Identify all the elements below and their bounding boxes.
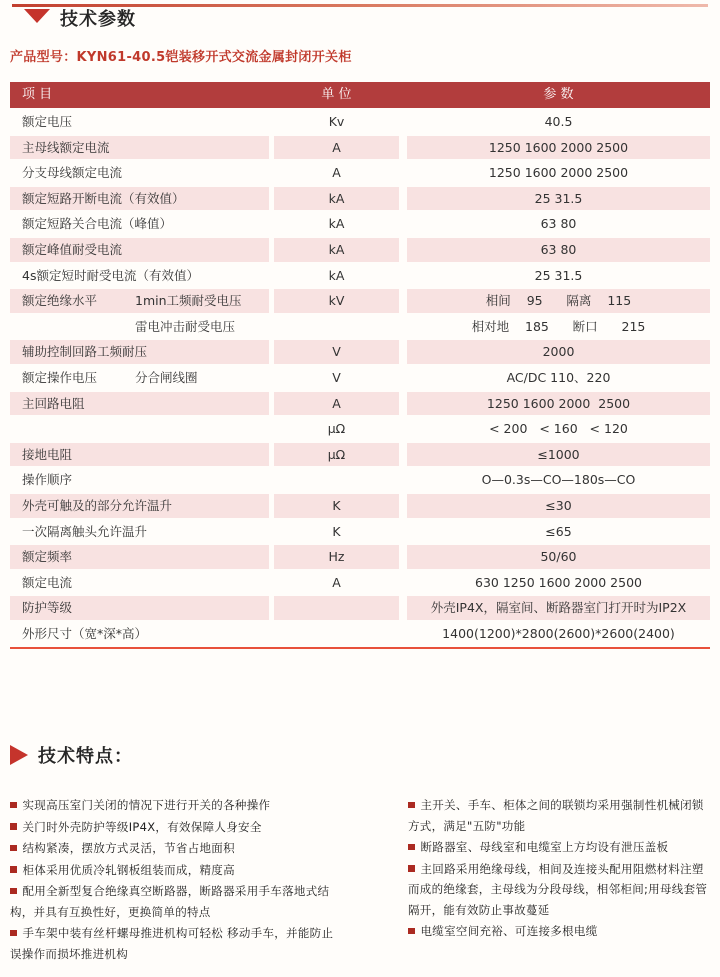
unit-cell: V bbox=[332, 369, 341, 385]
table-row bbox=[10, 622, 710, 646]
value-cell: 相对地 185 断口 215 bbox=[471, 318, 646, 334]
feature-text: 实现高压室门关闭的情况下进行开关的各种操作 bbox=[22, 798, 271, 812]
table-header-unit: 单 位 bbox=[321, 87, 352, 102]
value-cell: 40.5 bbox=[544, 114, 573, 129]
table-row bbox=[10, 468, 710, 492]
unit-cell: μΩ bbox=[274, 443, 399, 467]
value-cell: 50/60 bbox=[407, 545, 710, 569]
value-cell: 63 80 bbox=[407, 238, 710, 262]
value-cell: < 200 < 160 < 120 bbox=[489, 421, 628, 437]
unit-cell: kA bbox=[274, 187, 399, 211]
item-cell bbox=[10, 315, 269, 339]
table-row bbox=[10, 161, 710, 185]
feature-item bbox=[10, 838, 340, 859]
item-cell: 接地电阻 bbox=[10, 443, 269, 467]
table-row bbox=[10, 238, 710, 262]
item-cell bbox=[10, 366, 269, 390]
table-row bbox=[10, 417, 710, 441]
unit-cell: μΩ bbox=[327, 421, 346, 437]
feature-item bbox=[408, 859, 714, 921]
triangle-down-icon bbox=[24, 9, 50, 23]
table-row bbox=[10, 596, 710, 620]
unit-cell: Kv bbox=[328, 114, 345, 129]
bullet-square-icon bbox=[408, 928, 415, 935]
bullet-square-icon bbox=[10, 823, 17, 830]
value-cell: 1250 1600 2000 2500 bbox=[407, 392, 710, 416]
triangle-right-icon bbox=[10, 745, 28, 765]
bullet-square-icon bbox=[408, 844, 415, 851]
item-cell: 额定电压 bbox=[22, 114, 73, 129]
unit-cell: kV bbox=[274, 289, 399, 313]
item-cell: 防护等级 bbox=[10, 596, 269, 620]
table-row bbox=[10, 340, 710, 364]
bullet-square-icon bbox=[10, 866, 17, 873]
item-cell: 主回路电阻 bbox=[10, 392, 269, 416]
item-cell: 外形尺寸（宽*深*高） bbox=[22, 625, 148, 641]
features-column-right bbox=[408, 795, 714, 943]
unit-cell: kA bbox=[328, 216, 345, 232]
value-cell: 25 31.5 bbox=[407, 187, 710, 211]
feature-text: 主开关、手车、柜体之间的联锁均采用强制性机械闭锁方式，满足"五防"功能 bbox=[408, 798, 704, 833]
value-cell: 1250 1600 2000 2500 bbox=[488, 165, 629, 181]
unit-cell: A bbox=[274, 392, 399, 416]
unit-cell: A bbox=[332, 574, 341, 590]
item-sub-label: 1min工频耐受电压 bbox=[135, 293, 242, 309]
feature-text: 手车架中装有丝杆螺母推进机构可轻松 移动手车，并能防止误操作而损坏推进机构 bbox=[10, 926, 334, 961]
value-cell: 相间 95 隔离 115 bbox=[407, 289, 710, 313]
feature-item bbox=[10, 860, 340, 881]
item-label: 额定绝缘水平 bbox=[22, 293, 98, 309]
item-cell: 分支母线额定电流 bbox=[22, 165, 123, 181]
value-cell: ≤65 bbox=[545, 523, 572, 539]
unit-cell: K bbox=[274, 494, 399, 518]
value-cell: ≤30 bbox=[407, 494, 710, 518]
unit-cell: A bbox=[332, 165, 341, 181]
table-body bbox=[10, 110, 710, 645]
bullet-square-icon bbox=[10, 802, 17, 809]
feature-item bbox=[10, 817, 340, 838]
value-cell: 630 1250 1600 2000 2500 bbox=[475, 574, 642, 590]
product-model-text: 产品型号：KYN61-40.5铠装移开式交流金属封闭开关柜 bbox=[10, 50, 352, 65]
table-row bbox=[10, 315, 710, 339]
item-cell: 外壳可触及的部分允许温升 bbox=[10, 494, 269, 518]
value-cell: 外壳IP4X，隔室间、断路器室门打开时为IP2X bbox=[407, 596, 710, 620]
bullet-square-icon bbox=[10, 888, 17, 895]
item-label: 额定操作电压 bbox=[22, 369, 98, 385]
item-cell: 主母线额定电流 bbox=[10, 136, 269, 160]
value-cell: 2000 bbox=[407, 340, 710, 364]
unit-cell: A bbox=[274, 136, 399, 160]
bullet-square-icon bbox=[408, 865, 415, 872]
item-cell: 额定峰值耐受电流 bbox=[10, 238, 269, 262]
item-cell: 操作顺序 bbox=[22, 472, 73, 488]
table-row bbox=[10, 366, 710, 390]
unit-cell bbox=[274, 468, 399, 492]
value-cell: AC/DC 110、220 bbox=[506, 369, 611, 385]
table-row bbox=[10, 392, 710, 416]
item-sub-label: 分合闸线圈 bbox=[135, 369, 198, 385]
item-cell: 一次隔离触头允许温升 bbox=[22, 523, 148, 539]
unit-cell: kA bbox=[328, 267, 345, 283]
unit-cell: kA bbox=[274, 238, 399, 262]
table-row bbox=[10, 443, 710, 467]
item-cell: 辅助控制回路工频耐压 bbox=[10, 340, 269, 364]
table-header-item: 项 目 bbox=[22, 87, 53, 102]
item-cell bbox=[10, 289, 269, 313]
bullet-square-icon bbox=[10, 930, 17, 937]
table-row bbox=[10, 494, 710, 518]
value-cell: 1400(1200)*2800(2600)*2600(2400) bbox=[442, 625, 675, 641]
item-cell: 额定短路关合电流（峰值） bbox=[22, 216, 173, 232]
unit-cell bbox=[274, 622, 399, 646]
feature-text: 结构紧凑，摆放方式灵活，节省占地面积 bbox=[22, 841, 235, 855]
feature-item bbox=[10, 795, 340, 816]
feature-text: 关门时外壳防护等级IP4X，有效保障人身安全 bbox=[22, 819, 262, 834]
feature-item bbox=[408, 795, 714, 836]
bullet-square-icon bbox=[10, 845, 17, 852]
feature-text: 配用全新型复合绝缘真空断路器，断路器采用手车落地式结构，并具有互换性好，更换简单的特点 bbox=[10, 884, 330, 919]
section-title-params: 技术参数 bbox=[60, 9, 136, 30]
value-cell: 25 31.5 bbox=[534, 267, 583, 283]
table-bottom-divider bbox=[10, 647, 710, 649]
section-title-features: 技术特点： bbox=[38, 746, 133, 767]
table-header-params: 参 数 bbox=[543, 87, 574, 102]
feature-text: 电缆室空间充裕、可连接多根电缆 bbox=[420, 924, 598, 938]
table-row bbox=[10, 187, 710, 211]
bullet-square-icon bbox=[408, 802, 415, 809]
item-cell: 额定频率 bbox=[10, 545, 269, 569]
unit-cell: Hz bbox=[274, 545, 399, 569]
table-row bbox=[10, 212, 710, 236]
table-header-row bbox=[10, 82, 710, 108]
table-row bbox=[10, 520, 710, 544]
item-cell: 额定短路开断电流（有效值） bbox=[10, 187, 269, 211]
table-row bbox=[10, 571, 710, 595]
feature-item bbox=[408, 921, 714, 942]
item-cell: 4s额定短时耐受电流（有效值） bbox=[22, 267, 199, 283]
feature-item bbox=[10, 923, 340, 964]
item-sub-label: 雷电冲击耐受电压 bbox=[135, 318, 236, 334]
table-row bbox=[10, 545, 710, 569]
table-row bbox=[10, 264, 710, 288]
value-cell: 63 80 bbox=[540, 216, 577, 232]
item-cell: 额定电流 bbox=[22, 574, 73, 590]
feature-text: 柜体采用优质冷轧钢板组装而成，精度高 bbox=[22, 862, 235, 877]
unit-cell: K bbox=[332, 523, 341, 539]
value-cell: ≤1000 bbox=[407, 443, 710, 467]
spec-table bbox=[10, 82, 710, 647]
table-row bbox=[10, 136, 710, 160]
unit-cell bbox=[274, 315, 399, 339]
unit-cell bbox=[274, 596, 399, 620]
item-cell bbox=[10, 417, 269, 441]
value-cell: O—0.3s—CO—180s—CO bbox=[481, 472, 636, 488]
feature-text: 断路器室、母线室和电缆室上方均设有泄压盖板 bbox=[420, 840, 669, 854]
feature-item bbox=[10, 881, 340, 922]
features-column-left bbox=[10, 795, 340, 965]
unit-cell: V bbox=[274, 340, 399, 364]
table-row bbox=[10, 289, 710, 313]
table-row bbox=[10, 110, 710, 134]
feature-text: 主回路采用绝缘母线，相间及连接头配用阻燃材料注塑而成的绝缘套，主母线为分段母线，相邻柜间;用母线套管隔开，能有效防止事故蔓延 bbox=[408, 861, 708, 917]
value-cell: 1250 1600 2000 2500 bbox=[407, 136, 710, 160]
feature-item bbox=[408, 837, 714, 858]
